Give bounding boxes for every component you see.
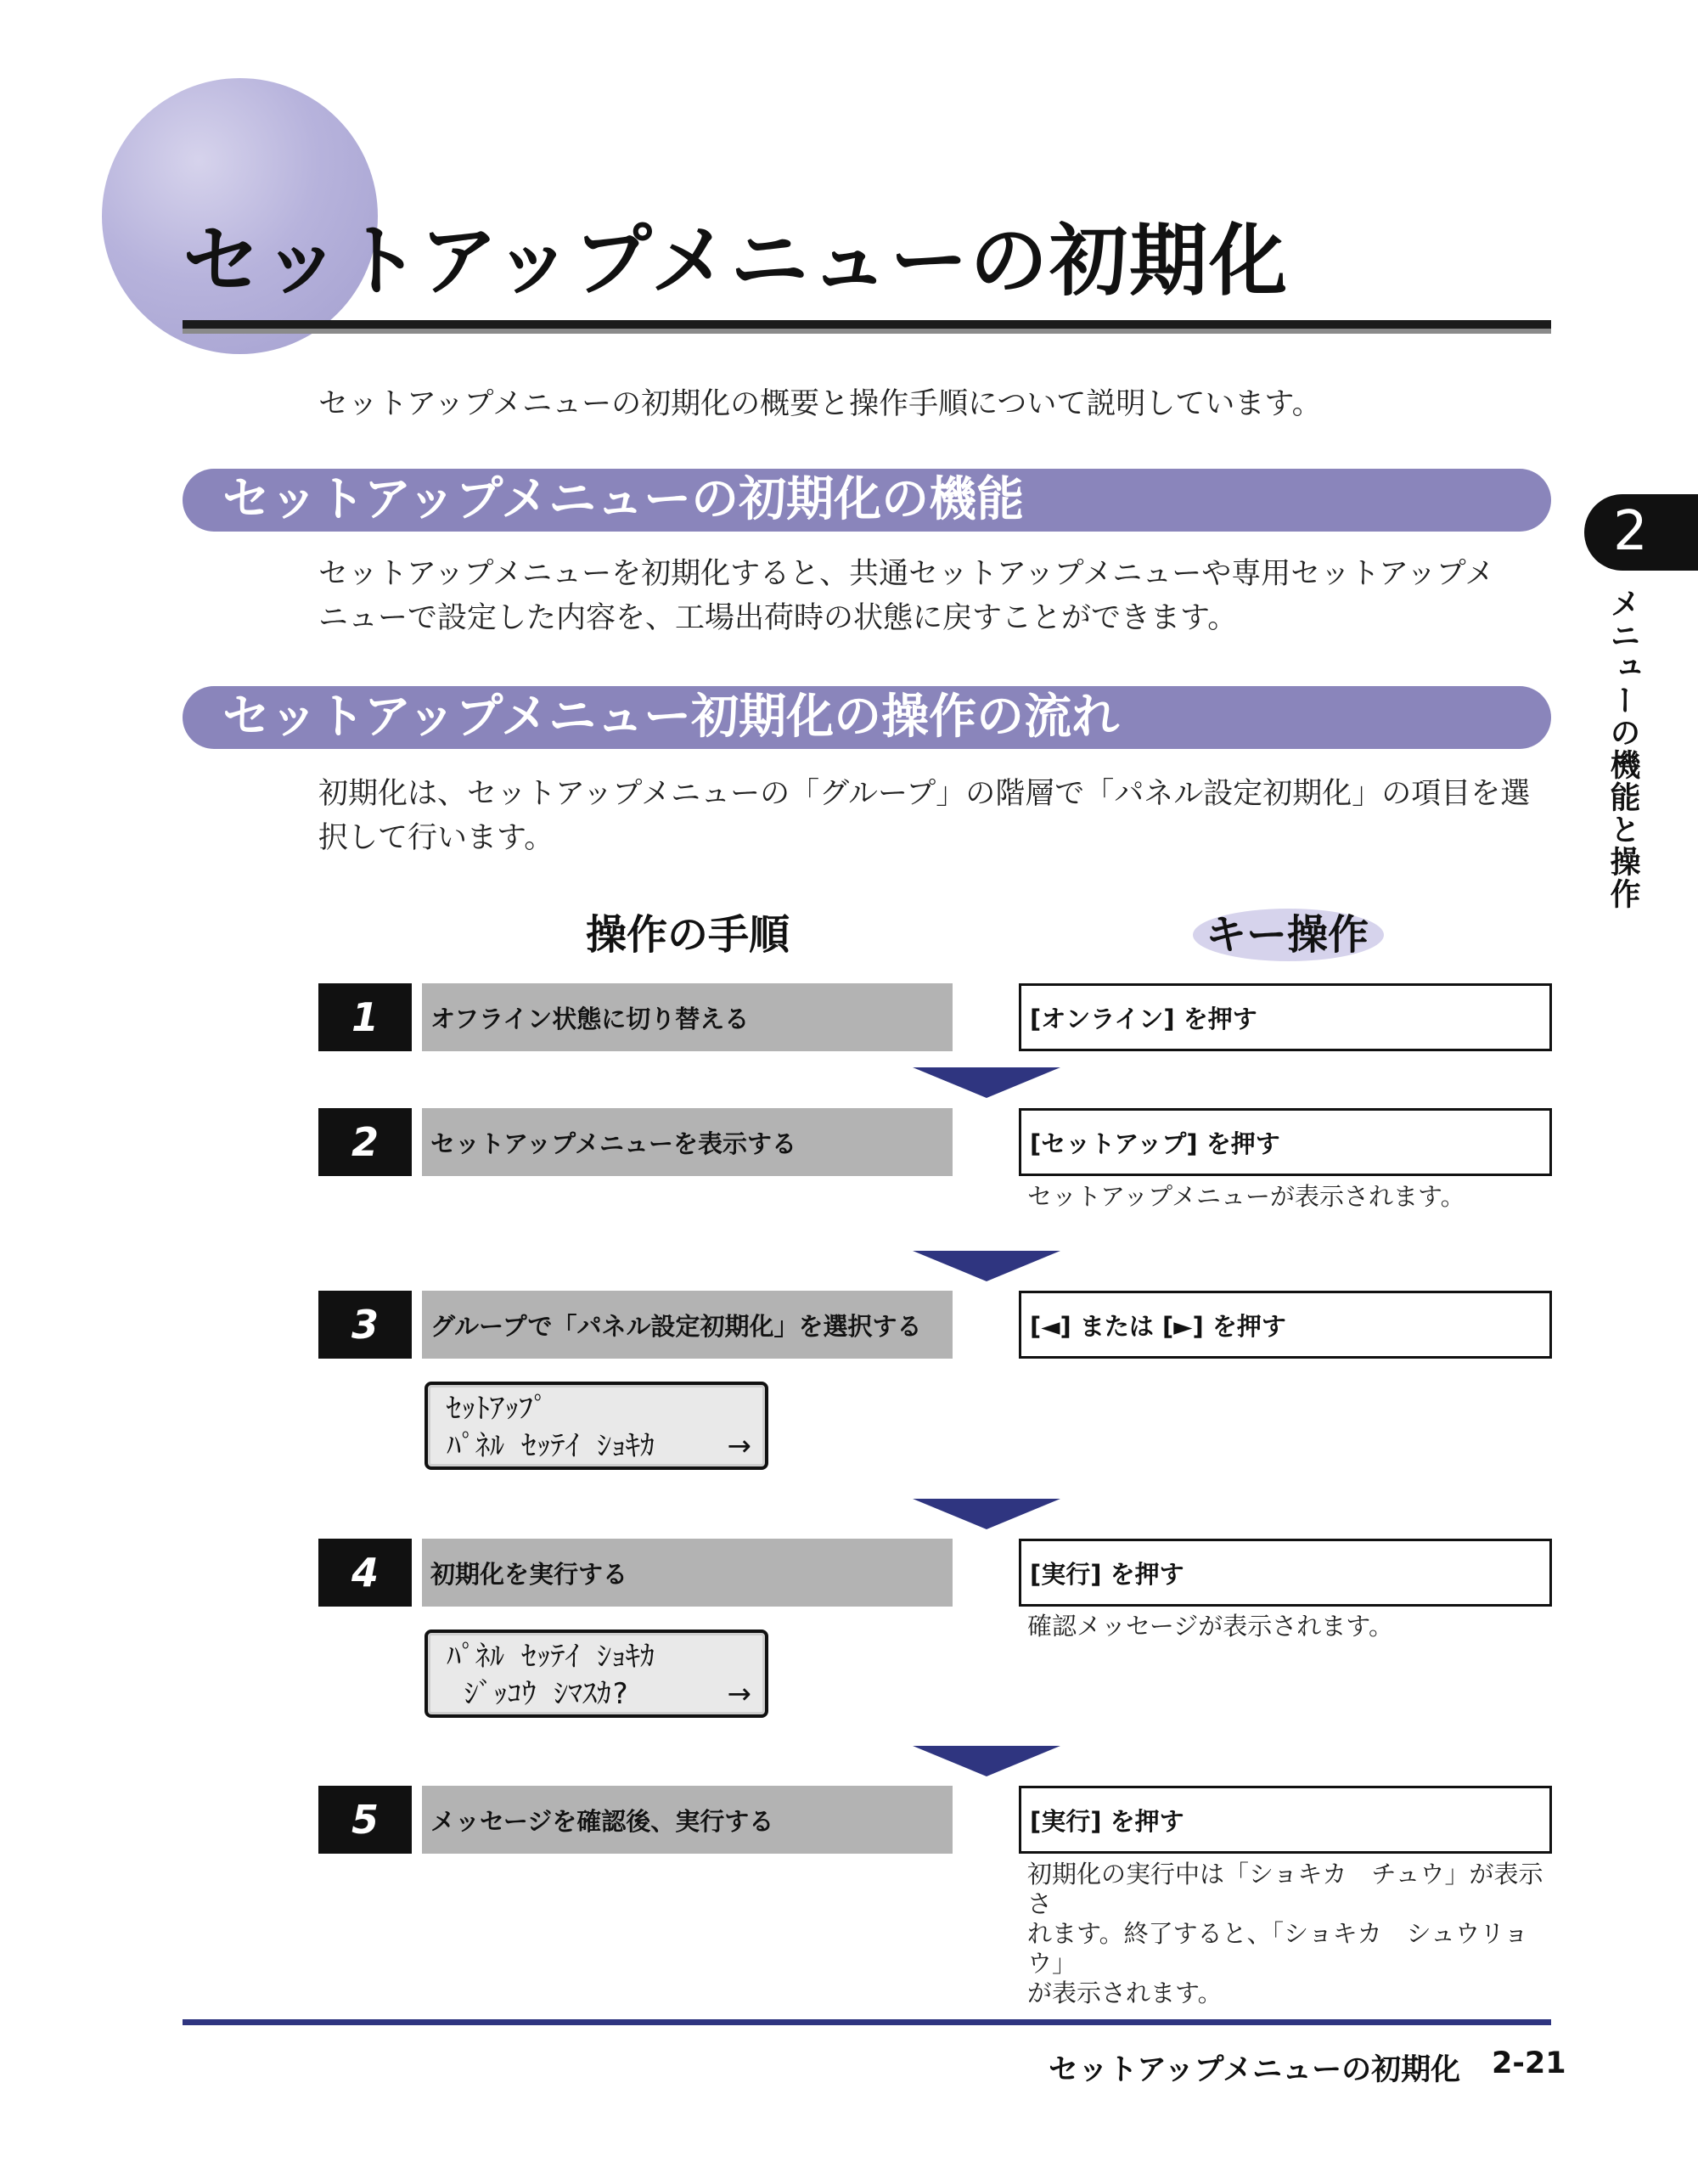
chapter-label: メニューの機能と操作 <box>1605 588 1640 910</box>
step-number: 3 <box>318 1291 412 1359</box>
lcd-display <box>424 1630 768 1718</box>
key-operation: [セットアップ] を押す <box>1019 1108 1552 1176</box>
body-line: 初期化は、セットアップメニューの「グループ」の階層で「パネル設定初期化」の項目を選 <box>318 777 1531 811</box>
step-number: 5 <box>318 1786 412 1854</box>
step-number: 4 <box>318 1539 412 1607</box>
step-action: セットアップメニューを表示する <box>422 1108 953 1176</box>
key-note-line: 初期化の実行中は「ショキカ チュウ」が表示さ <box>1027 1860 1543 1918</box>
page-title: セットアップメニューの初期化 <box>183 216 1290 307</box>
key-column-heading: キー操作 <box>1206 911 1369 959</box>
title-rule <box>183 320 1551 329</box>
intro-text: セットアップメニューの初期化の概要と操作手順について説明しています。 <box>318 387 1322 421</box>
step-number: 2 <box>318 1108 412 1176</box>
flow-arrow-icon <box>913 1499 1060 1529</box>
lcd-arrow-icon: → <box>727 1429 751 1463</box>
page-number: 2-21 <box>1492 2046 1566 2080</box>
section-body <box>318 552 1554 640</box>
flow-arrow-icon <box>913 1251 1060 1281</box>
step-action: 初期化を実行する <box>422 1539 953 1607</box>
lcd-arrow-icon: → <box>727 1677 751 1711</box>
section-title: セットアップメニューの初期化の機能 <box>222 472 1025 527</box>
flow-arrow-icon <box>913 1746 1060 1776</box>
step-action: グループで「パネル設定初期化」を選択する <box>422 1291 953 1359</box>
key-operation: [実行] を押す <box>1019 1539 1552 1607</box>
chapter-number: 2 <box>1613 500 1648 563</box>
key-note <box>1027 1860 1554 2008</box>
section-title: セットアップメニュー初期化の操作の流れ <box>222 690 1120 745</box>
lcd-line: ﾊﾟﾈﾙ ｾｯﾃｲ ｼｮｷｶ <box>447 1429 655 1463</box>
procedure-column-heading: 操作の手順 <box>586 911 790 959</box>
key-operation: [実行] を押す <box>1019 1786 1552 1854</box>
key-note-line: が表示されます。 <box>1027 1979 1223 2007</box>
lcd-display <box>424 1382 768 1470</box>
footer-rule <box>183 2019 1551 2025</box>
key-operation: [オンライン] を押す <box>1019 983 1552 1051</box>
key-note-line: れます。終了すると、「ショキカ シュウリョウ」 <box>1027 1919 1529 1978</box>
lcd-line: ｾｯﾄｱｯﾌﾟ <box>447 1392 548 1426</box>
step-number: 1 <box>318 983 412 1051</box>
lcd-line: ｼﾞｯｺｳ ｼﾏｽｶ? <box>447 1677 629 1711</box>
title-rule-shadow <box>183 329 1551 334</box>
key-operation: [◄] または [►] を押す <box>1019 1291 1552 1359</box>
section-body <box>318 772 1554 860</box>
key-note: 確認メッセージが表示されます。 <box>1027 1612 1393 1641</box>
body-line: 択して行います。 <box>318 821 554 855</box>
lcd-line: ﾊﾟﾈﾙ ｾｯﾃｲ ｼｮｷｶ <box>447 1640 655 1674</box>
body-line: セットアップメニューを初期化すると、共通セットアップメニューや専用セットアップメ <box>318 557 1495 591</box>
footer-title: セットアップメニューの初期化 <box>1049 2053 1461 2087</box>
step-action: メッセージを確認後、実行する <box>422 1786 953 1854</box>
step-action: オフライン状態に切り替える <box>422 983 953 1051</box>
body-line: ニューで設定した内容を、工場出荷時の状態に戻すことができます。 <box>318 601 1238 635</box>
key-note: セットアップメニューが表示されます。 <box>1027 1182 1465 1211</box>
flow-arrow-icon <box>913 1067 1060 1098</box>
